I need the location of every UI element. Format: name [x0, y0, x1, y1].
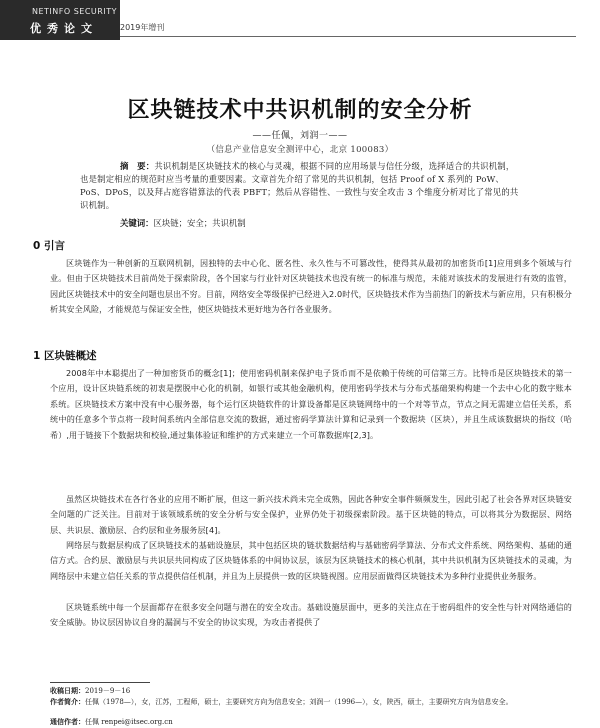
footnote-label: 作者简介： — [50, 698, 85, 706]
section-label: 优秀论文 — [30, 22, 98, 35]
footnote-text: 2019－9－16 — [85, 687, 131, 695]
footnote-label: 收稿日期： — [50, 687, 85, 695]
abstract-text: 共识机制是区块链技术的核心与灵魂，根据不同的应用场景与信任分级，选择适合的共识机制，也是制定相应的规范时应当考量的重要因素。文章首先介绍了常见的共识机制，包括 Proof of X 系列的 PoW、PoS、DPoS，以及拜占庭容错算法的代表 PBFT；然后从容错性、一致性与安全攻击 3 个维度分析对比了常见的共识机制。 — [80, 161, 519, 210]
abstract — [80, 160, 520, 212]
intro-paragraph: 区块链作为一种创新的互联网机制，因独特的去中心化、匿名性、永久性与不可篡改性，使得其从最初的加密货币[1]应用到多个领域与行业。但由于区块链技术目前尚处于探索阶段，各个国家与行业针对区块链技术也没有统一的标准与规范，未能对该技术的发展进行有效的监管，因此区块链技术中的安全问题也层出不穷。目前，网络安全等级保护已经进入2.0时代，区块链技术作为当前热门的新技术与新应用，只有积极分析其安全风险，才能规范与保证安全性，使区块链技术更好地为各行各业服务。 — [50, 258, 572, 315]
section-heading-overview: 1 区块链概述 — [33, 350, 97, 362]
paper-affiliation: （信息产业信息安全测评中心，北京 100083） — [206, 145, 394, 155]
footnote-author-bio — [50, 697, 574, 707]
journal-logo: NETINFO SECURITY — [32, 7, 117, 16]
issue-label: 2019年增刊 — [120, 23, 165, 32]
footnote-received — [50, 686, 574, 696]
authors-text: 任佩，刘润一 — [271, 131, 329, 141]
keywords-label: 关键词： — [120, 218, 154, 228]
abstract-label: 摘 要： — [120, 161, 155, 171]
overview-paragraph-1: 2008年中本聪提出了一种加密货币的概念[1]；使用密码机制来保护电子货币而不是依赖于传统的可信第三方。比特币是区块链技术的第一个应用，设计区块链系统的初衷是摆脱中心化的机制，如银行或其他金融机构，使用密码学技术与分布式基础架构构建一个去中心化的数字账本系统。区块链技术方案中没有中心服务器，每个运行区块链软件的计算设备都是区块链网络中的一个对等节点，节点之间无需建立信任关系，系统中的任意多个节点将一段时间系统内全部信息交流的数据，通过密码学算法计算和记录到一个数据块（区块），并且生成该数据块的指纹（哈希）,用于链接下个数据块和校验,通过集体验证和维护的方式来建立一个可靠数据库[2,3]。 — [50, 368, 572, 440]
paper-title: 区块链技术中共识机制的安全分析 — [127, 98, 473, 123]
footnote-corresponding — [50, 717, 574, 727]
overview-paragraph-4: 区块链系统中每一个层面都存在很多安全问题与潜在的安全攻击。基础设施层面中，更多的关注点在于密码组件的安全性与针对网络通信的安全威胁。协议层因协议自身的漏洞与不安全的协议实现，为攻击者提供了 — [50, 602, 572, 628]
overview-paragraph-3: 网络层与数据层构成了区块链技术的基础设施层，其中包括区块的链状数据结构与基础密码学算法、分布式文件系统、网络架构、基础的通信方式。合约层、激励层与共识层共同构成了区块链体系的中间协议层，该层为区块链技术的核心机制，其中共识机制为区块链技术的灵魂，为网络层中未建立信任关系的节点提供信任机制，并且为上层提供一致的区块链视图。应用层面做得区块链技术为多种行业提供业务服务。 — [50, 540, 572, 581]
footnote-label: 通信作者： — [50, 718, 85, 726]
keywords-text: 区块链；安全；共识机制 — [153, 218, 246, 228]
header-rule — [120, 36, 576, 37]
footnote-rule — [50, 682, 150, 683]
footnote-text: 任佩 renpei@itsec.org.cn — [85, 718, 173, 726]
overview-paragraph-2: 虽然区块链技术在各行各业的应用不断扩展，但这一新兴技术尚未完全成熟，因此各种安全事件频频发生，因此引起了社会各界对区块链安全问题的广泛关注。目前对于该领域系统的安全分析与安全保护，业界仍处于初级探索阶段。基于区块链的特点，可以将其分为数据层、网络层、共识层、激励层、合约层和业务服务层[4]。 — [50, 494, 572, 535]
keywords — [120, 217, 520, 230]
footnote-text: 任佩（1978—），女，江苏，工程师，硕士，主要研究方向为信息安全；刘润一（1996—），女，陕西，硕士，主要研究方向为信息安全。 — [85, 698, 513, 706]
journal-header-band — [0, 0, 120, 40]
section-heading-intro: 0 引言 — [33, 240, 65, 252]
paper-authors: ——任佩，刘润一—— — [252, 131, 348, 141]
